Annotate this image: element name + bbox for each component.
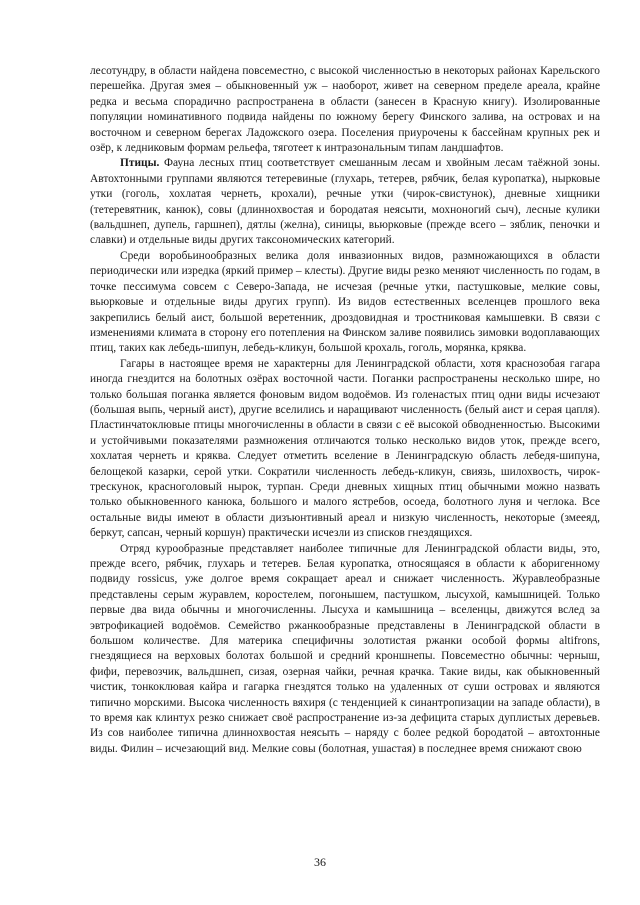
paragraph-galliformes — [90, 542, 600, 758]
paragraph-text: Отряд курообразные представляет наиболее типичные для Ленинградской области виды, это, прежде всего, рябчик, глухарь и тетерев. Белая куропатка, относящаяся в области к аборигенному подвиду rossicus, уже долгое время сокращает ареал и снижает численность. Журавлеобразные представлены серым журавлем, коростелем, погонышем, пастушком, лысухой, камышницей. Только первые два вида обычны и многочисленны. Лысуха и камышница – вселенцы, движутся вслед за эвтрофикацией водоёмов. Семейство ржанкообразные представлены в Ленинградской области в большом количестве. Для материка специфичны золотистая ржанки особой формы altifrons, гнездящиеся на верховых болотах большой и средний кроншнепы. Повсеместно обычны: черныш, фифи, перевозчик, вальдшнеп, сизая, озерная чайки, речная крачка. Такие виды, как обыкновенный чистик, тонкоклювая кайра и гагарка гнездятся только на удаленных от суши островах и являются типично морскими. Высока численность вяхиря (с тенденцией к синантропизации на западе области), в то время как клинтух резко снижает своё распространение из-за дефицита старых дуплистых деревьев. Из сов наиболее типична длиннохвостая неясыть – наряду с более редкой бородатой – автохтонные виды. Филин – исчезающий вид. Мелкие совы (болотная, ушастая) в последнее время снижают свою — [90, 542, 600, 755]
paragraph-text: лесотундру, в области найдена повсеместно, с высокой численностью в некоторых районах Карельского перешейка. Другая змея – обыкновенный уж – наоборот, живет на северном пределе ареала, крайне редка и весьма спорадично распространена в области (занесен в Красную книгу). Изолированные популяции номинативного подвида найдены по южному берегу Финского залива, на островах и на восточном и северном берегах Ладожского озера. Поселения приурочены к бассейнам крупных рек и озёр, к ледниковым формам рельефа, тяготеет к интразональным типам ландшафтов. — [90, 65, 600, 155]
section-heading-birds: Птицы. — [120, 157, 160, 170]
paragraph-passerines — [90, 249, 600, 357]
page-number: 36 — [314, 855, 326, 869]
paragraph-loons-grebes — [90, 357, 600, 542]
paragraph-text: Фауна лесных птиц соответствует смешанным лесам и хвойным лесам таёжной зоны. Автохтонными группами являются тетеревиные (глухарь, тетерев, рябчик, белая куропатка), нырковые утки (гоголь, хохлатая чернеть, крохали), речные утки (чирок-свистунок), дневные хищники (тетеревятник, канюк), совы (длиннохвостая и бородатая неясыти, мохноногий сыч), лесные кулики (вальдшнеп, дупель, гаршнеп), дятлы (желна), синицы, вьюрковые (прежде всего – зяблик, пеночки и славки) и отдельные виды других таксономических категорий. — [90, 157, 600, 247]
paragraph-text: Гагары в настоящее время не характерны для Ленинградской области, хотя краснозобая гагара иногда гнездится на болотных озёрах восточной части. Поганки распространены несколько шире, но только большая поганка является фоновым видом водоёмов. Из голенастых птиц одни виды исчезают (большая выпь, черный аист), другие вселились и наращивают численность (белый аист и серая цапля). Пластинчатоклювые птицы многочисленны в области в связи с её высокой обводненностью. Высокими и устойчивыми показателями размножения отличаются только несколько видов уток, прежде всего, хохлатая чернеть и кряква. Следует отметить вселение в Ленинградскую область лебедя-шипуна, белощекой казарки, серой утки. Сократили численность лебедь-кликун, свиязь, шилохвость, чирок-трескунок, красноголовый нырок, турпан. Среди дневных хищных птиц обычными можно назвать только обыкновенного канюка, большого и малого ястребов, осоеда, болотного луня и чеглока. Все остальные виды имеют в области дизъюнтивный ареал и низкую численность, некоторые (змееяд, беркут, сапсан, черный коршун) практически исчезли из списков гнездящихся. — [90, 357, 600, 540]
paragraph-text: Среди воробьинообразных велика доля инвазионных видов, размножающихся в области периодически или изредка (яркий пример – клесты). Другие виды резко меняют численность по годам, в точке пессимума совсем с Северо-Запада, не исчезая (речные утки, пастушковые, мелкие совы, вьюрковые и отдельные виды других групп). Из видов естественных вселенцев прошлого века закрепились белый аист, большой веретенник, дроздовидная и тростниковая камышевки. В связи с изменениями климата в сторону его потепления на Финском заливе появились зимовки водоплавающих птиц, таких как лебедь-шипун, лебедь-кликун, большой крохаль, гоголь, морянка, кряква. — [90, 249, 600, 355]
paragraph-birds-intro — [90, 156, 600, 248]
paragraph-reptiles-end — [90, 64, 600, 156]
body-text — [90, 64, 600, 757]
